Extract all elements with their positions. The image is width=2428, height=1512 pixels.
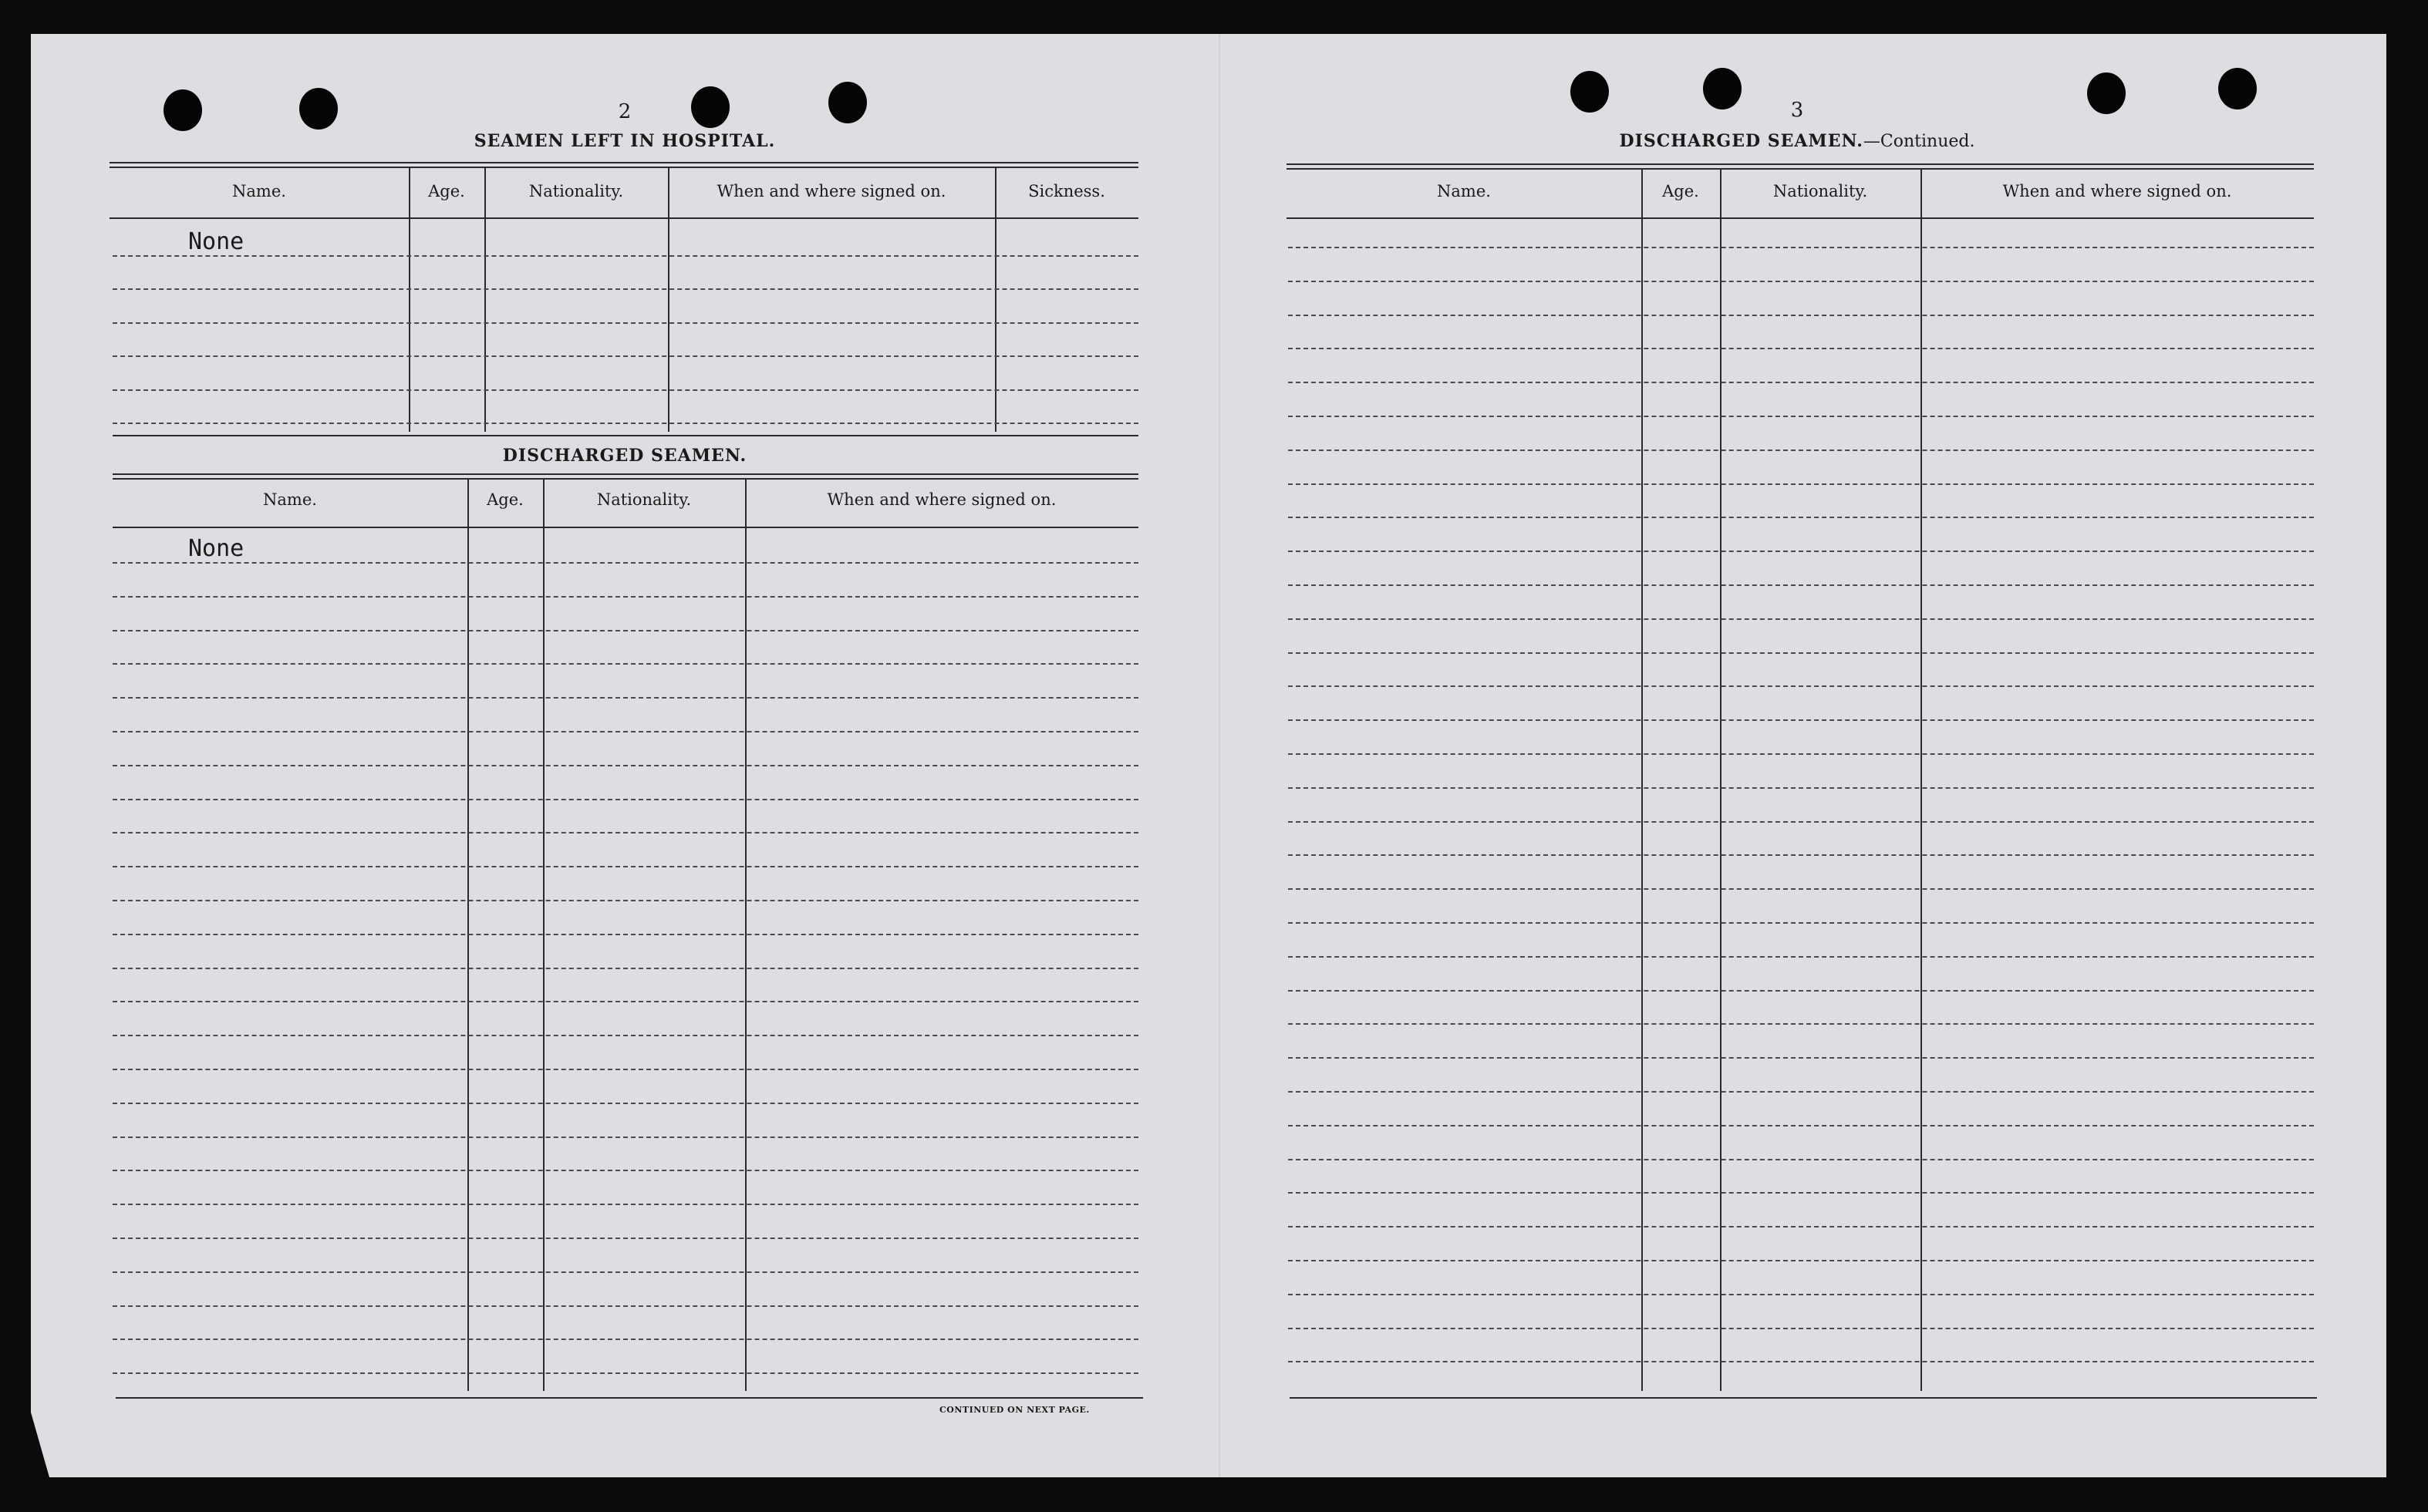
right-col-nationality: Nationality. (1772, 182, 1868, 200)
discharged-col-divider (543, 480, 545, 1391)
form-row-line (113, 1137, 1138, 1138)
discharged-col-age: Age. (487, 490, 524, 509)
discharged-col-nationality: Nationality. (596, 490, 692, 509)
form-row-line (1288, 584, 2314, 586)
punch-hole (2218, 68, 2257, 109)
form-row-line (1288, 618, 2314, 620)
hospital-col-signed-on: When and where signed on. (717, 182, 946, 200)
punch-hole (299, 88, 338, 130)
form-row-line (1288, 821, 2314, 823)
form-row-line (113, 1069, 1138, 1070)
form-row-line (1288, 753, 2314, 755)
form-row-line (113, 697, 1138, 699)
form-row-line (1288, 652, 2314, 654)
right-table-bottom-rule (1290, 1397, 2317, 1399)
form-row-line (1288, 281, 2314, 282)
form-row-line (1288, 1159, 2314, 1160)
discharged-col-divider (745, 480, 747, 1391)
hospital-col-divider (668, 168, 669, 432)
discharged-continued-suffix: —Continued. (1863, 132, 1975, 151)
punch-hole (1703, 68, 1742, 109)
hospital-col-divider (409, 168, 410, 432)
form-row-line (113, 1305, 1138, 1307)
form-row-line (1288, 922, 2314, 924)
form-row-line (113, 1271, 1138, 1273)
form-row-line (1288, 956, 2314, 958)
hospital-table-top-rule (110, 162, 1138, 163)
hospital-col-name: Name. (232, 182, 286, 200)
form-row-line (1288, 551, 2314, 552)
right-col-name: Name. (1437, 182, 1491, 200)
form-row-line (113, 1103, 1138, 1104)
punch-hole (828, 82, 867, 123)
form-row-line (113, 1339, 1138, 1340)
form-row-line (1288, 1361, 2314, 1362)
punch-hole (164, 89, 202, 131)
form-row-line (113, 934, 1138, 935)
form-row-line (1288, 315, 2314, 316)
right-table-top-rule (1287, 163, 2314, 165)
hospital-entry-name: None (188, 228, 244, 255)
form-row-line (1288, 450, 2314, 451)
form-row-line (1288, 990, 2314, 992)
form-row-line (1288, 1328, 2314, 1329)
form-row-line (113, 1238, 1138, 1239)
right-col-divider (1920, 170, 1922, 1391)
discharged-continued-title (1566, 131, 2028, 151)
form-row-line (1288, 517, 2314, 518)
form-row-line (113, 596, 1138, 598)
discharged-col-name: Name. (263, 490, 317, 509)
hospital-row-line (113, 255, 1138, 257)
hospital-row-line (113, 288, 1138, 290)
hospital-col-divider (995, 168, 996, 432)
form-row-line (113, 1204, 1138, 1205)
form-row-line (1288, 382, 2314, 383)
form-row-line (113, 968, 1138, 969)
page-fold (1219, 34, 1220, 1477)
discharged-section-title: DISCHARGED SEAMEN. (502, 446, 747, 466)
form-row-line (1288, 1260, 2314, 1261)
hospital-row-line (113, 355, 1138, 357)
form-row-line (113, 832, 1138, 833)
hospital-header-rule (110, 217, 1138, 219)
discharged-table-bottom-rule (116, 1397, 1143, 1399)
form-row-line (113, 900, 1138, 901)
form-row-line (113, 1372, 1138, 1374)
discharged-header-rule (113, 527, 1138, 528)
form-row-line (1288, 483, 2314, 485)
hospital-table-bottom-rule (113, 435, 1138, 436)
punch-hole (1570, 71, 1609, 113)
form-row-line (113, 866, 1138, 867)
hospital-col-sickness: Sickness. (1028, 182, 1105, 200)
form-row-line (113, 1001, 1138, 1002)
punch-hole (2087, 72, 2126, 114)
form-row-line (1288, 247, 2314, 248)
discharged-col-divider (467, 480, 469, 1391)
form-row-line (113, 663, 1138, 665)
form-row-line (1288, 1023, 2314, 1025)
form-row-line (1288, 719, 2314, 721)
hospital-section-title: SEAMEN LEFT IN HOSPITAL. (474, 131, 776, 151)
page-number-right: 3 (1790, 99, 1804, 122)
form-row-line (1288, 1192, 2314, 1194)
discharged-continued-main: DISCHARGED SEAMEN. (1619, 131, 1863, 151)
punch-hole (691, 86, 730, 128)
discharged-table-top-rule (113, 473, 1138, 475)
form-row-line (113, 630, 1138, 631)
form-row-line (113, 799, 1138, 800)
form-row-line (1288, 416, 2314, 417)
continued-note: CONTINUED ON NEXT PAGE. (939, 1405, 1090, 1415)
form-row-line (113, 765, 1138, 766)
form-row-line (1288, 348, 2314, 349)
right-col-divider (1641, 170, 1643, 1391)
form-row-line (1288, 854, 2314, 856)
form-row-line (1288, 1091, 2314, 1093)
right-header-rule (1287, 217, 2314, 219)
form-row-line (113, 562, 1138, 564)
form-row-line (1288, 787, 2314, 789)
form-row-line (1288, 888, 2314, 890)
hospital-col-divider (484, 168, 486, 432)
right-col-signed-on: When and where signed on. (2002, 182, 2232, 200)
form-row-line (1288, 685, 2314, 687)
form-row-line (113, 1170, 1138, 1171)
hospital-col-nationality: Nationality. (528, 182, 624, 200)
form-row-line (113, 731, 1138, 732)
discharged-entry-name: None (188, 535, 244, 562)
hospital-row-line (113, 322, 1138, 324)
hospital-col-age: Age. (428, 182, 465, 200)
form-row-line (113, 1035, 1138, 1036)
right-col-divider (1720, 170, 1722, 1391)
form-row-line (1288, 1226, 2314, 1227)
page-number-left: 2 (618, 100, 632, 123)
form-row-line (1288, 1294, 2314, 1295)
discharged-col-signed-on: When and where signed on. (827, 490, 1057, 509)
form-row-line (1288, 1125, 2314, 1126)
hospital-row-line (113, 423, 1138, 424)
right-col-age: Age. (1662, 182, 1699, 200)
hospital-row-line (113, 389, 1138, 391)
form-row-line (1288, 1057, 2314, 1059)
